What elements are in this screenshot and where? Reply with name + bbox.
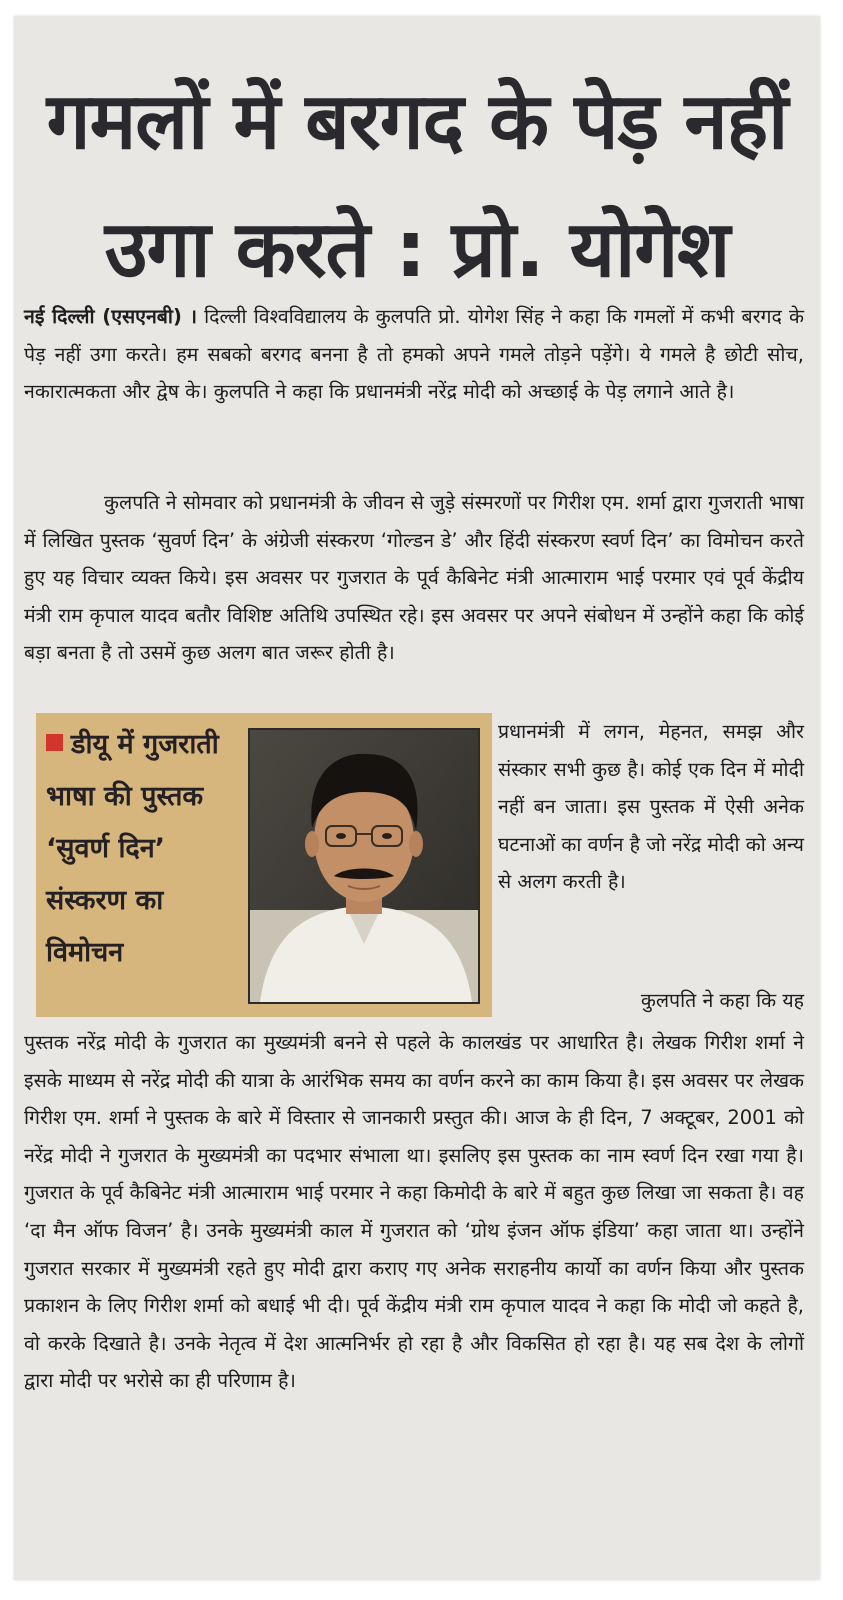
highlight-box [36,713,492,1017]
headline [14,58,820,314]
dateline: नई दिल्ली (एसएनबी) । [24,305,197,328]
portrait-photo [248,728,480,1004]
paragraph-1-text: दिल्ली विश्वविद्यालय के कुलपति प्रो. योगेश सिंह ने कहा कि गमलों में कभी बरगद के पेड़ नहीं उगा करते। हम सबको बरगद बनना है तो हमको अपने गमले तोड़ने पड़ेंगे। ये गमले है छोटी सोच, नकारात्मकता और द्वेष के। कुलपति ने कहा कि प्रधानमंत्री नरेंद्र मोदी को अच्छाई के पेड़ लगाने आते है। [24,305,804,404]
headline-line-2: उगा करते : प्रो. योगेश [104,205,730,295]
article-paragraph-3: प्रधानमंत्री में लगन, मेहनत, समझ और संस्कार सभी कुछ है। कोई एक दिन में मोदी नहीं बन जाता। इस पुस्तक में ऐसी अनेक घटनाओं का वर्णन है जो नरेंद्र मोदी को अन्य से अलग करती है। [498,720,804,894]
headline-line-1: गमलों में बरगद के पेड़ नहीं [46,77,788,167]
highlight-caption [46,719,241,979]
article-paragraph-4-start: कुलपति ने कहा कि यह [640,989,804,1012]
article-paragraph-4-continued: पुस्तक नरेंद्र मोदी के गुजरात का मुख्यमंत्री बनने से पहले के कालखंड पर आधारित है। लेखक गिरीश शर्मा ने इसके माध्यम से नरेंद्र मोदी की यात्रा के आरंभिक समय का वर्णन करने का काम किया है। इस अवसर पर लेखक गिरीश एम. शर्मा ने पुस्तक के बारे में विस्तार से जानकारी प्रस्तुत की। आज के ही दिन, 7 अक्टूबर, 2001 को नरेंद्र मोदी ने गुजरात के मुख्यमंत्री का पदभार संभाला था। इसलिए इस पुस्तक का नाम स्वर्ण दिन रखा गया है। गुजरात के पूर्व कैबिनेट मंत्री आत्माराम भाई परमार ने कहा किमोदी के बारे में बहुत कुछ लिखा जा सकता है। वह ‘दा मैन ऑफ विजन’ है। उनके मुख्यमंत्री काल में गुजरात को ‘ग्रोथ इंजन ऑफ इंडिया’ कहा जाता था। उन्होंने गुजरात सरकार में मुख्यमंत्री रहते हुए मोदी द्वारा कराए गए अनेक सराहनीय कार्यो का वर्णन किया और पुस्तक प्रकाशन के लिए गिरीश शर्मा को बधाई भी दी। पूर्व केंद्रीय मंत्री राम कृपाल यादव ने कहा कि मोदी जो कहते है, वो करके दिखाते है। उनके नेतृत्व में देश आत्मनिर्भर हो रहा है और विकसित हो रहा है। यह सब देश के लोगों द्वारा मोदी पर भरोसे का ही परिणाम है। [24,1031,804,1393]
highlight-caption-text: डीयू में गुजराती भाषा की पुस्तक ‘सुवर्ण दिन’ संस्करण का विमोचन [46,729,219,968]
newspaper-clipping [14,16,820,1580]
portrait-illustration [250,730,478,1002]
article-paragraph-1 [24,298,804,411]
red-square-bullet [46,734,63,751]
article-paragraph-2: कुलपति ने सोमवार को प्रधानमंत्री के जीवन से जुड़े संस्मरणों पर गिरीश एम. शर्मा द्वारा गुजराती भाषा में लिखित पुस्तक ‘सुवर्ण दिन’ के अंग्रेजी संस्करण ‘गोल्डन डे’ और हिंदी संस्करण स्वर्ण दिन’ का विमोचन करते हुए यह विचार व्यक्त किये। इस अवसर पर गुजरात के पूर्व कैबिनेट मंत्री आत्माराम भाई परमार एवं पूर्व केंद्रीय मंत्री राम कृपाल यादव बतौर विशिष्ट अतिथि उपस्थित रहे। इस अवसर पर अपने संबोधन में उन्होंने कहा कि कोई बड़ा बनता है तो उसमें कुछ अलग बात जरूर होती है। [24,491,804,665]
